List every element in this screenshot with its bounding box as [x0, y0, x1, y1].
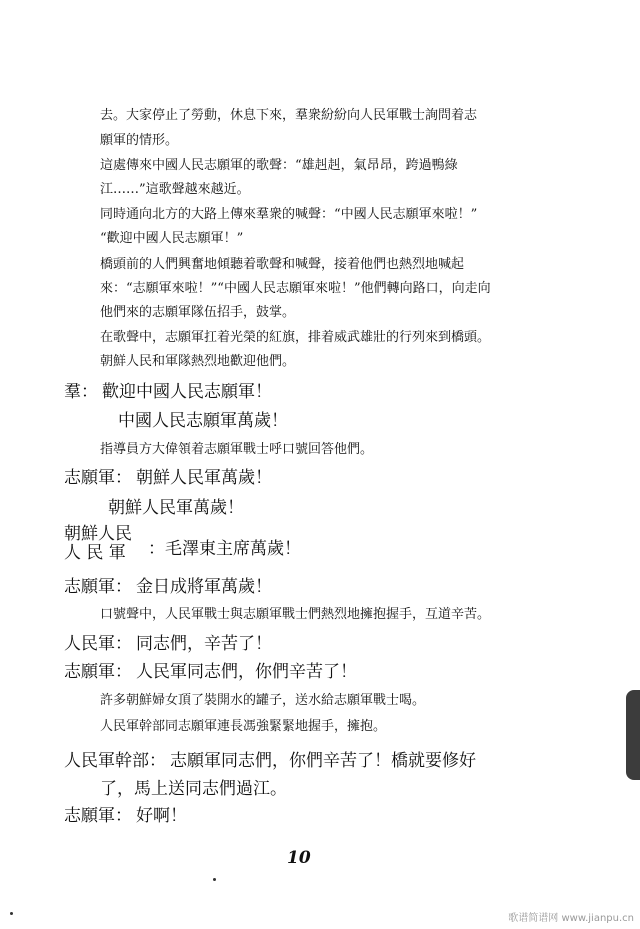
speech-text: 毛澤東主席萬歲！: [165, 539, 301, 559]
dialogue-line: [64, 749, 476, 773]
speaker-name: 志願軍: [64, 662, 115, 682]
speech-continuation: 朝鮮人民軍萬歲！: [108, 498, 244, 518]
speaker-colon: ：: [115, 662, 132, 682]
speaker-colon: ：: [115, 634, 132, 654]
speech-text: 人民軍同志們，你們辛苦了！: [136, 662, 357, 682]
speaker-colon: ：: [149, 751, 166, 771]
speech-continuation: 中國人民志願軍萬歲！: [118, 411, 288, 431]
speaker-name: 志願軍: [64, 468, 115, 488]
dialogue-line: [64, 380, 272, 404]
stage-direction-line: 人民軍幹部同志願軍連長馮強緊緊地握手，擁抱。: [100, 719, 387, 734]
speaker-name: 人民軍幹部: [64, 751, 149, 771]
speaker-colon: ：: [115, 806, 132, 826]
speaker-name: 人 民 軍: [64, 543, 126, 563]
speaker-name: 羣: [64, 382, 81, 402]
speech-text: 志願軍同志們，你們辛苦了！橋就要修好: [170, 751, 476, 771]
speaker-colon: ：: [81, 382, 98, 402]
scan-speck: [213, 878, 216, 881]
stage-direction-line: 許多朝鮮婦女頂了裝開水的罐子，送水給志願軍戰士喝。: [100, 693, 426, 708]
dialogue-line: [64, 575, 272, 599]
speaker-name: 志願軍: [64, 577, 115, 597]
page-number: 10: [287, 848, 311, 868]
stage-direction-line: 他們來的志願軍隊伍招手，鼓掌。: [100, 305, 296, 320]
stage-direction-line: 口號聲中，人民軍戰士與志願軍戰士們熱烈地擁抱握手，互道辛苦。: [100, 607, 491, 622]
speech-text: 朝鮮人民軍萬歲！: [136, 468, 272, 488]
dialogue-line: [64, 660, 357, 684]
site-watermark: 歌谱简谱网 www.jianpu.cn: [508, 913, 634, 924]
speaker-colon: ：: [115, 577, 132, 597]
dialogue-line: [64, 466, 272, 490]
stage-direction-line: 同時通向北方的大路上傳來羣衆的喊聲：“中國人民志願軍來啦！”: [100, 207, 478, 222]
stage-direction-line: 指導員方大偉領着志願軍戰士呼口號回答他們。: [100, 442, 374, 457]
speaker-colon: ：: [115, 468, 132, 488]
scan-smudge: [626, 690, 640, 780]
speaker-name: 人民軍: [64, 634, 115, 654]
stage-direction-line: 去。大家停止了勞動，休息下來，羣衆紛紛向人民軍戰士詢問着志: [100, 108, 478, 123]
stage-direction-line: 橋頭前的人們興奮地傾聽着歌聲和喊聲，接着他們也熱烈地喊起: [100, 257, 465, 272]
stage-direction-line: 願軍的情形。: [100, 133, 179, 148]
speech-text: 好啊！: [136, 806, 187, 826]
speech-text: 歡迎中國人民志願軍！: [102, 382, 272, 402]
stage-direction-line: 朝鮮人民和軍隊熱烈地歡迎他們。: [100, 354, 296, 369]
speaker-name: 志願軍: [64, 806, 115, 826]
speech-text: 金日成將軍萬歲！: [136, 577, 272, 597]
dialogue-line: [148, 537, 301, 561]
stage-direction-line: 江……”這歌聲越來越近。: [100, 182, 250, 197]
stage-direction-line: “歡迎中國人民志願軍！”: [100, 231, 244, 246]
stage-direction-line: 來：“志願軍來啦！”“中國人民志願軍來啦！”他們轉向路口，向走向: [100, 281, 491, 296]
stage-direction-line: 這處傳來中國人民志願軍的歌聲：“雄赳赳，氣昂昂，跨過鴨綠: [100, 158, 458, 173]
dialogue-line: [64, 632, 272, 656]
scan-speck: [10, 912, 13, 915]
speaker-colon: ：: [148, 539, 165, 559]
speech-text: 同志們，辛苦了！: [136, 634, 272, 654]
stage-direction-line: 在歌聲中，志願軍扛着光榮的紅旗，排着威武雄壯的行列來到橋頭。: [100, 330, 491, 345]
speaker-name: 朝鮮人民: [64, 524, 132, 544]
speech-continuation: 了，馬上送同志們過江。: [100, 779, 287, 799]
dialogue-line: [64, 804, 187, 828]
